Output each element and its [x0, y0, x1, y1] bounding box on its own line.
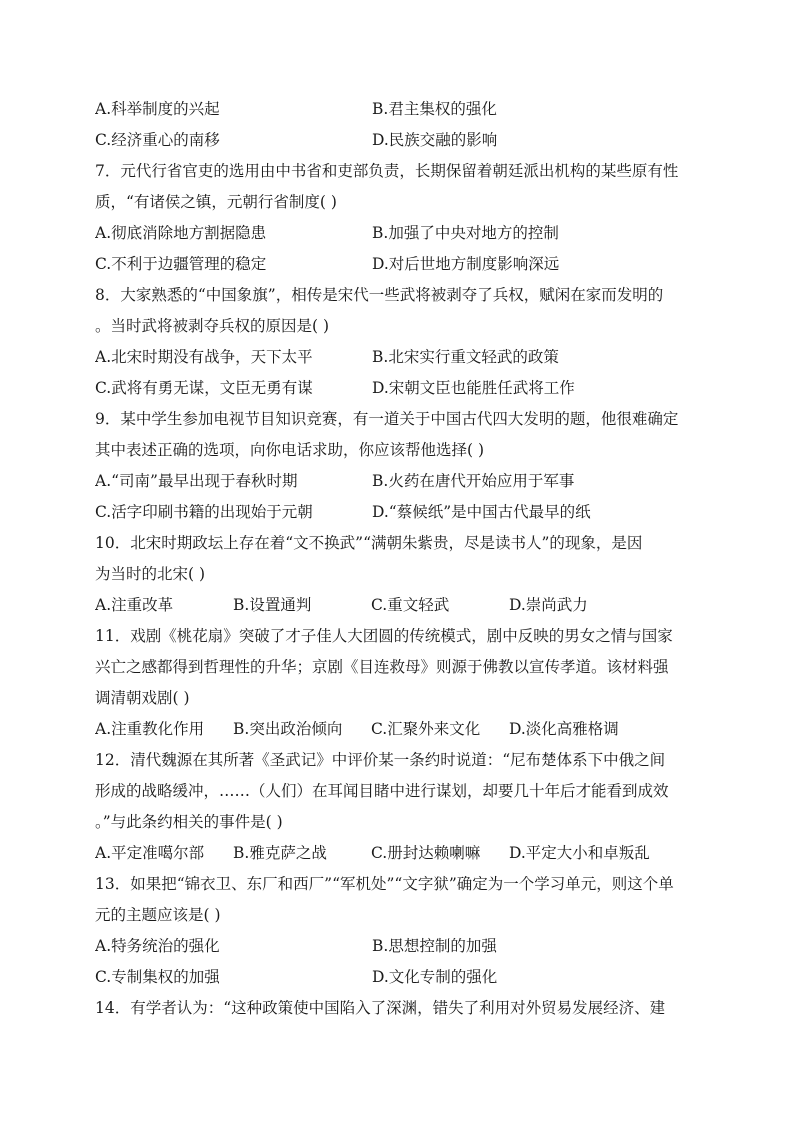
q7-option-d[interactable]: D.对后世地方制度影响深远 — [372, 255, 560, 273]
q11-options-row — [95, 714, 705, 745]
q13-option-c[interactable]: C.专制集权的加强 — [95, 968, 220, 986]
q10-option-a[interactable]: A.注重改革 — [95, 596, 174, 614]
q10-stem-line1: 10．北宋时期政坛上存在着“文不换武”“满朝朱紫贵，尽是读书人”的现象，是因 — [95, 534, 643, 552]
q7-option-b[interactable]: B.加强了中央对地方的控制 — [372, 224, 559, 242]
q12-option-b[interactable]: B.雅克萨之战 — [233, 844, 327, 862]
q7-stem-line1: 7．元代行省官吏的选用由中书省和吏部负责，长期保留着朝廷派出机构的某些原有性 — [95, 162, 679, 180]
q10-option-d[interactable]: D.崇尚武力 — [509, 596, 588, 614]
q8-option-a[interactable]: A.北宋时期没有战争，天下太平 — [95, 348, 313, 366]
q14-stem-line1: 14．有学者认为：“这种政策使中国陷入了深渊，错失了利用对外贸易发展经济、建 — [95, 999, 666, 1017]
question-list — [95, 94, 705, 1024]
q13-stem-line2: 元的主题应该是( ) — [95, 906, 221, 924]
q8-options-row2 — [95, 373, 705, 404]
q6-option-b[interactable]: B.君主集权的强化 — [372, 100, 497, 118]
q12-stem-line3: 。”与此条约相关的事件是( ) — [95, 813, 283, 831]
q9-stem-line1: 9．某中学生参加电视节目知识竞赛，有一道关于中国古代四大发明的题，他很难确定 — [95, 410, 679, 428]
q12-option-a[interactable]: A.平定准噶尔部 — [95, 844, 205, 862]
q11-option-b[interactable]: B.突出政治倾向 — [233, 720, 343, 738]
q10-option-c[interactable]: C.重文轻武 — [371, 596, 450, 614]
q11-stem-line3: 调清朝戏剧( ) — [95, 689, 190, 707]
q9-options-row1 — [95, 466, 705, 497]
q13-options-row1 — [95, 931, 705, 962]
q8-stem-line1: 8．大家熟悉的“中国象旗”，相传是宋代一些武将被剥夺了兵权，赋闲在家而发明的 — [95, 286, 664, 304]
q9-options-row2 — [95, 497, 705, 528]
q11-option-d[interactable]: D.淡化高雅格调 — [509, 720, 619, 738]
q13-option-d[interactable]: D.文化专制的强化 — [372, 968, 498, 986]
q11-stem-line1: 11．戏剧《桃花扇》突破了才子佳人大团圆的传统模式，剧中反映的男女之情与国家 — [95, 627, 673, 645]
q9-stem-line2: 其中表述正确的选项，向你电话求助，你应该帮他选择( ) — [95, 441, 485, 459]
q6-options-row1 — [95, 94, 705, 125]
q8-stem-line2: 。当时武将被剥夺兵权的原因是( ) — [95, 317, 330, 335]
q9-option-b[interactable]: B.火药在唐代开始应用于军事 — [372, 472, 575, 490]
q8-option-c[interactable]: C.武将有勇无谋，文臣无勇有谋 — [95, 379, 313, 397]
q10-option-b[interactable]: B.设置通判 — [233, 596, 312, 614]
q10-stem-line2: 为当时的北宋( ) — [95, 565, 206, 583]
q12-option-c[interactable]: C.册封达赖喇嘛 — [371, 844, 481, 862]
q13-option-a[interactable]: A.特务统治的强化 — [95, 937, 220, 955]
q8-option-b[interactable]: B.北宋实行重文轻武的政策 — [372, 348, 559, 366]
q12-stem-line2: 形成的战略缓冲，……（人们）在耳闻目睹中进行谋划，却要几十年后才能看到成效 — [95, 782, 669, 800]
q7-option-a[interactable]: A.彻底消除地方割据隐患 — [95, 224, 267, 242]
q12-stem-line1: 12．清代魏源在其所著《圣武记》中评价某一条约时说道：“尼布楚体系下中俄之间 — [95, 751, 666, 769]
q6-option-c[interactable]: C.经济重心的南移 — [95, 131, 220, 149]
q7-options-row2 — [95, 249, 705, 280]
q6-options-row2 — [95, 125, 705, 156]
q11-option-a[interactable]: A.注重教化作用 — [95, 720, 205, 738]
q13-option-b[interactable]: B.思想控制的加强 — [372, 937, 497, 955]
q13-options-row2 — [95, 962, 705, 993]
q8-options-row1 — [95, 342, 705, 373]
q9-option-a[interactable]: A.“司南”最早出现于春秋时期 — [95, 472, 298, 490]
q10-options-row — [95, 590, 705, 621]
q9-option-c[interactable]: C.活字印刷书籍的出现始于元朝 — [95, 503, 313, 521]
q7-stem-line2: 质，“有诸侯之镇，元朝行省制度( ) — [95, 193, 337, 211]
q13-stem-line1: 13．如果把“锦衣卫、东厂和西厂”“军机处”“文字狱”确定为一个学习单元，则这个单 — [95, 875, 674, 893]
q8-option-d[interactable]: D.宋朝文臣也能胜任武将工作 — [372, 379, 575, 397]
q11-stem-line2: 兴亡之感都得到哲理性的升华；京剧《目连救母》则源于佛教以宣传孝道。该材料强 — [95, 658, 669, 676]
q6-option-d[interactable]: D.民族交融的影响 — [372, 131, 498, 149]
q7-options-row1 — [95, 218, 705, 249]
q7-option-c[interactable]: C.不利于边疆管理的稳定 — [95, 255, 267, 273]
q6-option-a[interactable]: A.科举制度的兴起 — [95, 100, 220, 118]
q12-option-d[interactable]: D.平定大小和卓叛乱 — [509, 844, 650, 862]
q12-options-row — [95, 838, 705, 869]
q11-option-c[interactable]: C.汇聚外来文化 — [371, 720, 481, 738]
q9-option-d[interactable]: D.“蔡候纸”是中国古代最早的纸 — [372, 503, 591, 521]
